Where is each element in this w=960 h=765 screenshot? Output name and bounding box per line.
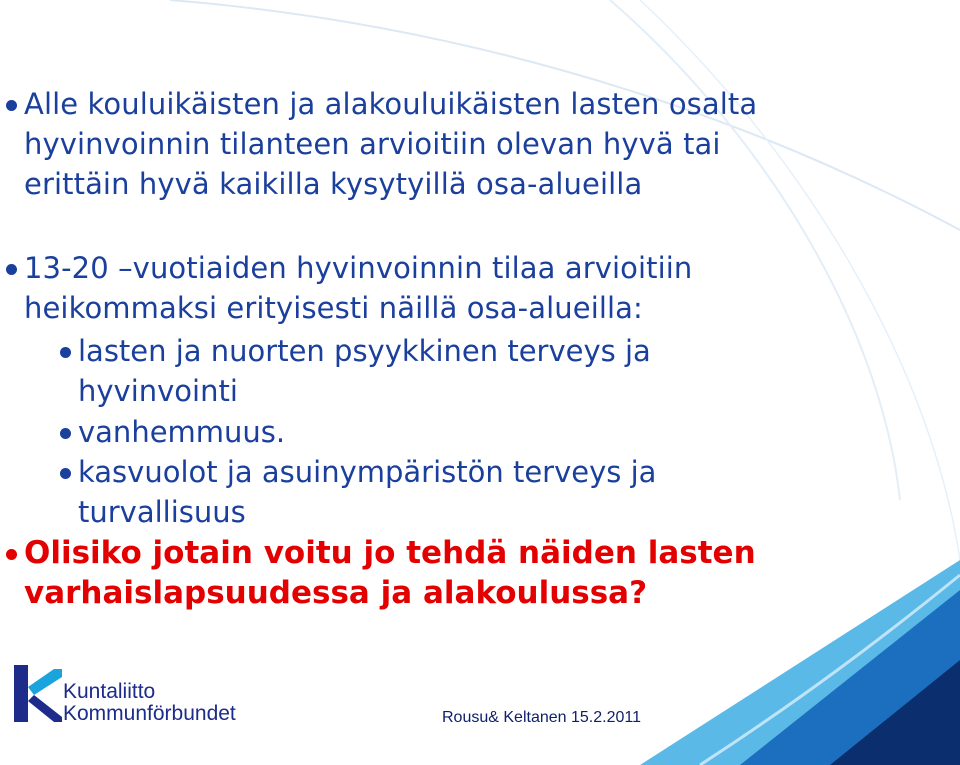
logo-k-stem xyxy=(14,665,28,722)
logo-wordmark xyxy=(63,681,236,725)
bullet-dot xyxy=(60,468,71,479)
bullet-text-line: turvallisuus xyxy=(78,495,246,529)
bullet-text-line: 13-20 –vuotiaiden hyvinvoinnin tilaa arvioitiin xyxy=(24,251,693,285)
bullet-text-line: kasvuolot ja asuinympäristön terveys ja xyxy=(78,455,657,489)
bullet-dot xyxy=(6,100,17,111)
bullet-dot xyxy=(60,347,71,358)
bullet-text-line: erittäin hyvä kaikilla kysytyillä osa-alueilla xyxy=(24,167,643,201)
bullet-dot xyxy=(60,428,71,439)
bullet-dot xyxy=(6,549,17,560)
logo-k-upper-arm xyxy=(28,669,62,695)
bullet-text-line: heikommaksi erityisesti näillä osa-alueilla: xyxy=(24,291,643,325)
logo-line-2: Kommunförbundet xyxy=(63,702,236,725)
bullet-text-line: Alle kouluikäisten ja alakouluikäisten lasten osalta xyxy=(24,87,758,121)
bullet-text-line: hyvinvointi xyxy=(78,374,238,408)
bullet-text-line: lasten ja nuorten psyykkinen terveys ja xyxy=(78,334,651,368)
footer-author-date: Rousu& Keltanen 15.2.2011 xyxy=(442,709,641,726)
logo-line-1: Kuntaliitto xyxy=(63,680,156,703)
bullet-text-line: vanhemmuus. xyxy=(78,415,286,449)
bullet-text-line: hyvinvoinnin tilanteen arvioitiin olevan hyvä tai xyxy=(24,127,721,161)
emphasis-text-line: Olisiko jotain voitu jo tehdä näiden lasten xyxy=(24,535,756,571)
logo-k-lower-arm xyxy=(28,695,62,722)
emphasis-text-line: varhaislapsuudessa ja alakoulussa? xyxy=(24,575,648,611)
bullet-dot xyxy=(6,264,17,275)
